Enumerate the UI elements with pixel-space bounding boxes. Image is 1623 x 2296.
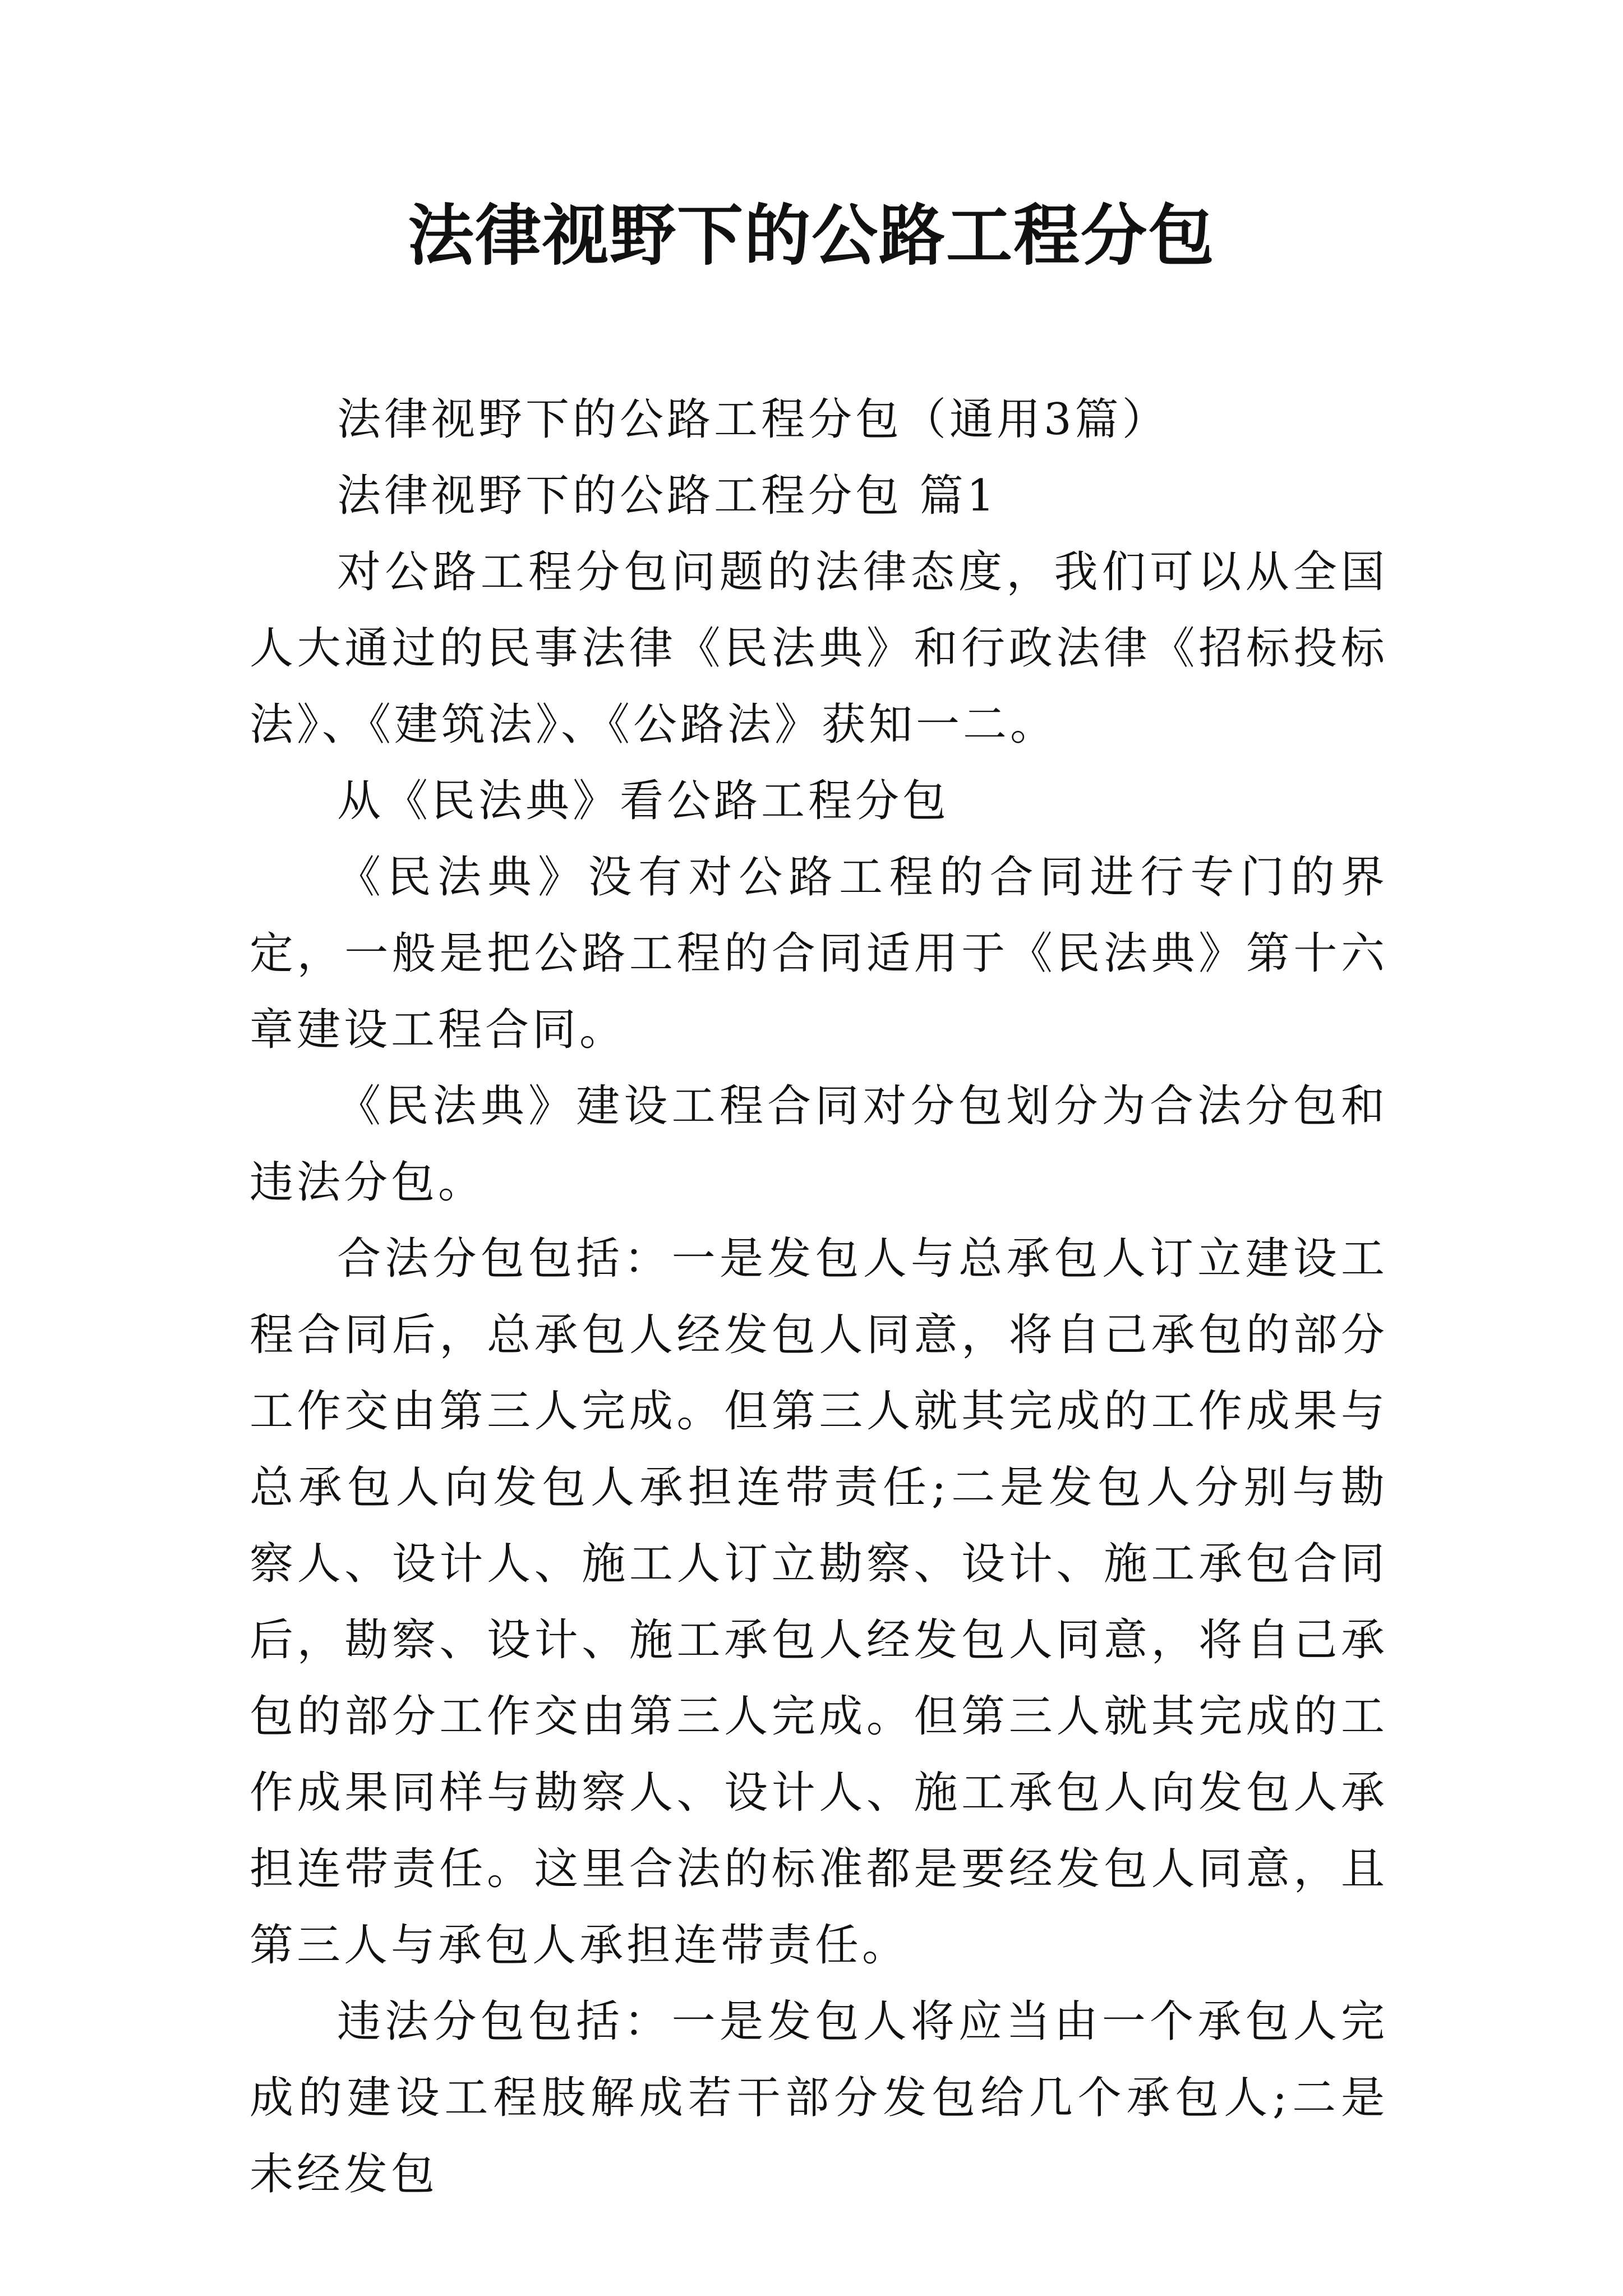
document-body: [250, 381, 1388, 2212]
paragraph: 对公路工程分包问题的法律态度，我们可以从全国人大通过的民事法律《民法典》和行政法律《招标投标法》、《建筑法》、《公路法》获知一二。: [250, 547, 1388, 750]
paragraph-heading: 从《民法典》看公路工程分包: [337, 776, 950, 826]
paragraph: 合法分包包括：一是发包人与总承包人订立建设工程合同后，总承包人经发包人同意，将自己承包的部分工作交由第三人完成。但第三人就其完成的工作成果与总承包人向发包人承担连带责任;二是发包人分别与勘察人、设计人、施工人订立勘察、设计、施工承包合同后，勘察、设计、施工承包人经发包人同意，将自己承包的部分工作交由第三人完成。但第三人就其完成的工作成果同样与勘察人、设计人、施工承包人向发包人承担连带责任。这里合法的标准都是要经发包人同意，且第三人与承包人承担连带责任。: [250, 1234, 1388, 1971]
paragraph: 《民法典》没有对公路工程的合同进行专门的界定，一般是把公路工程的合同适用于《民法典》第十六章建设工程合同。: [250, 852, 1388, 1055]
paragraph-subtitle: 法律视野下的公路工程分包（通用3篇）: [337, 394, 1169, 445]
paragraph: 违法分包包括：一是发包人将应当由一个承包人完成的建设工程肢解成若干部分发包给几个承包人;二是未经发包: [250, 1996, 1388, 2200]
paragraph: 《民法典》建设工程合同对分包划分为合法分包和违法分包。: [250, 1081, 1388, 1208]
paragraph-section-heading: 法律视野下的公路工程分包 篇1: [337, 471, 998, 521]
document-title: 法律视野下的公路工程分包: [407, 196, 1215, 274]
